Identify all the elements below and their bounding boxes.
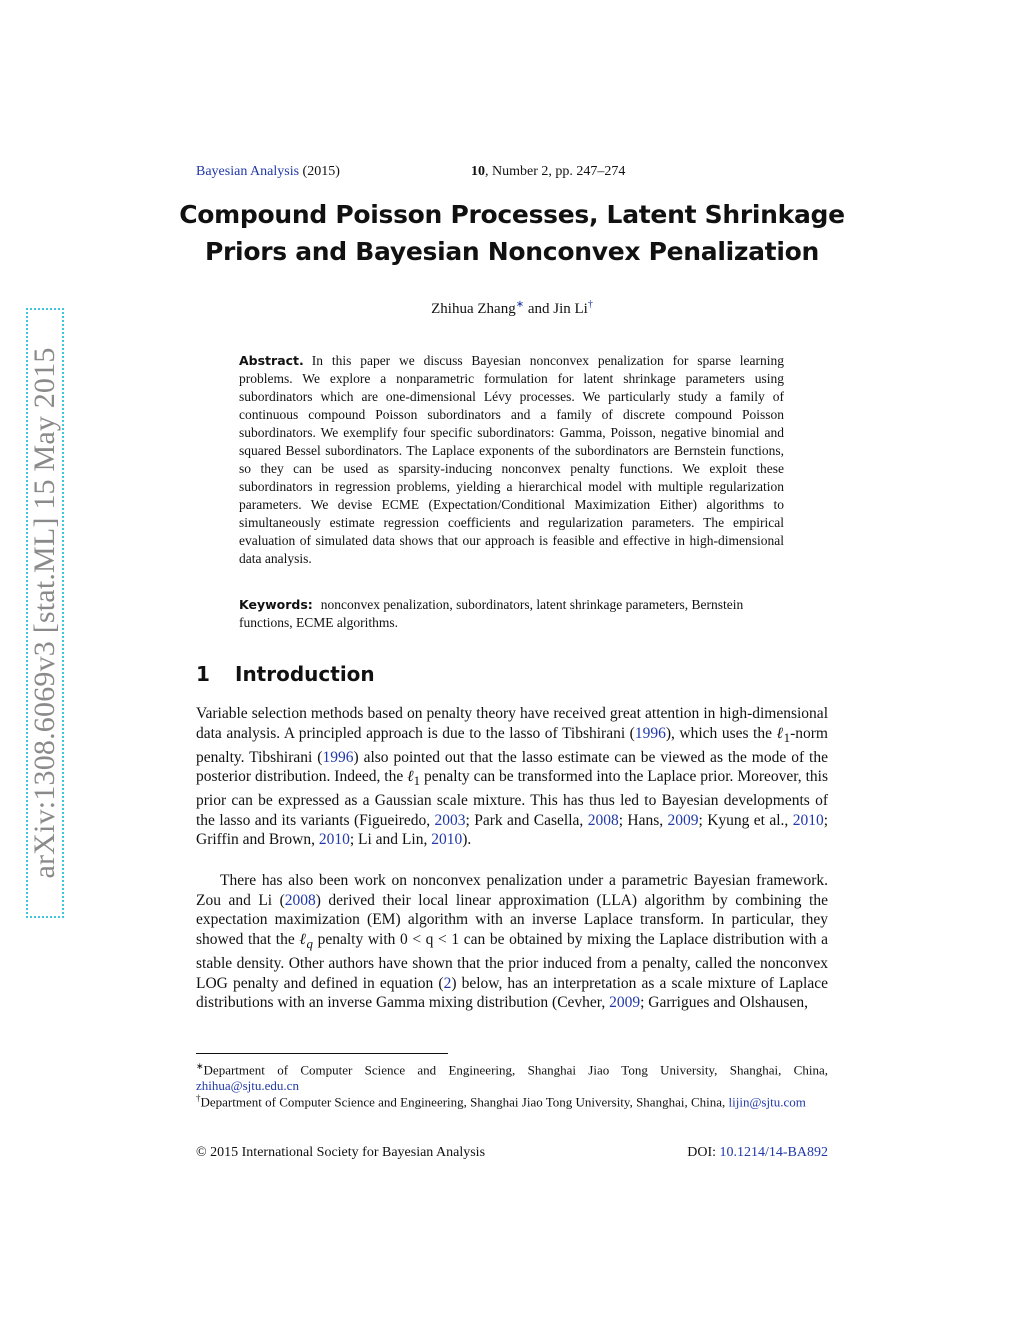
citation-link[interactable]: 2010 <box>431 831 463 849</box>
citation-link[interactable]: 2010 <box>792 811 824 829</box>
section-heading <box>196 662 375 686</box>
paper-title: Compound Poisson Processes, Latent Shrinkage Priors and Bayesian Nonconvex Penalization <box>179 200 845 266</box>
citation-link[interactable]: 2003 <box>434 811 466 829</box>
text-run: ) derived their local linear approximation (LLA) algorithm by combining the expectation maximization (EM) algorithm with an inverse Laplace transform. In particular, they showed that the <box>196 891 828 949</box>
author-line <box>196 299 828 318</box>
footnote <box>196 1090 828 1110</box>
text-run: ; Griffin and Brown, <box>196 811 828 849</box>
paragraph <box>196 871 828 1013</box>
footnote-mark-link[interactable]: ∗ <box>515 299 525 310</box>
volume-info <box>471 164 625 180</box>
text-run: ), which uses the <box>665 724 777 742</box>
math-subscript: 1 <box>413 773 421 789</box>
text-run: ) also pointed out that the lasso estimate can be viewed as the mode of the posterior distribution. Indeed, the <box>196 748 828 786</box>
abstract <box>239 352 784 568</box>
citation-link[interactable]: 2010 <box>318 831 350 849</box>
text-run: ; Hans, <box>618 811 668 829</box>
math-symbol: ℓ <box>776 724 784 742</box>
arxiv-stamp <box>26 308 64 918</box>
citation-link[interactable]: 2009 <box>667 811 699 829</box>
section-number: 1 <box>196 662 210 686</box>
keywords <box>239 596 784 632</box>
footnote <box>196 1058 828 1094</box>
text-run: ; Kyung et al., <box>698 811 793 829</box>
journal-header <box>196 164 828 186</box>
citation-link[interactable]: 1996 <box>634 724 666 742</box>
journal-name-link[interactable]: Bayesian Analysis <box>196 164 300 179</box>
journal-citation <box>196 164 340 180</box>
text-run: There has also been work on nonconvex penalization under a parametric Bayesian framework. Zou and Li ( <box>196 872 828 909</box>
citation-link[interactable]: 1996 <box>322 748 354 766</box>
math-subscript: 1 <box>783 729 791 745</box>
section-title: Introduction <box>235 662 375 686</box>
author-conjunction: and <box>524 301 554 317</box>
text-run: penalty with 0 < q < 1 can be obtained by mixing the Laplace distribution with a stable density. Other authors have shown that the prior induced from a penalty, called the nonconvex LOG penalty and defined in equation ( <box>196 931 828 992</box>
text-run: ; Li and Lin, <box>349 831 432 849</box>
footnote-text: Department of Computer Science and Engineering, Shanghai Jiao Tong University, Shanghai, China, <box>200 1094 729 1110</box>
text-run: ; Park and Casella, <box>465 811 588 829</box>
math-subscript: q <box>306 936 313 952</box>
footnote-mark: † <box>196 1093 201 1103</box>
author-name: Jin Li <box>553 301 588 317</box>
footnote-mark: ∗ <box>196 1061 204 1071</box>
text-run: ; Garrigues and Olshausen, <box>640 994 808 1012</box>
citation-link[interactable]: 2009 <box>609 994 641 1012</box>
copyright-notice: © 2015 International Society for Bayesian Analysis <box>196 1145 486 1160</box>
equation-link[interactable]: 2 <box>443 974 452 992</box>
journal-year: (2015) <box>302 164 340 179</box>
text-run: penalty can be transformed into the Laplace prior. Moreover, this prior can be expressed as a Gaussian scale mixture. This has thus led to Bayesian developments of the lasso and its variants (Figueiredo, <box>196 768 829 829</box>
arxiv-id: arXiv:1308.6069v3 [stat.ML] 15 May 2015 <box>28 347 61 879</box>
issue-pages: , Number 2, pp. 247–274 <box>485 164 626 179</box>
email-link[interactable]: lijin@sjtu.com <box>728 1094 806 1110</box>
doi-link[interactable]: 10.1214/14-BA892 <box>719 1145 828 1160</box>
text-run: -norm penalty. Tibshirani ( <box>196 724 828 766</box>
text-run: ) below, has an interpretation as a scale mixture of Laplace distributions with an inverse Gamma mixing distribution (Cevher, <box>196 974 828 1012</box>
footnote-mark-link[interactable]: † <box>587 299 593 310</box>
paragraph <box>196 704 828 850</box>
abstract-text: In this paper we discuss Bayesian nonconvex penalization for sparse learning problems. We explore a nonparametric formulation for latent shrinkage parameters using subordinators which are one-dimensional Lévy processes. We particularly study a family of continuous compound Poisson subordinators and a family of discrete compound Poisson subordinators. We exemplify four specific subordinators: Gamma, Poisson, negative binomial and squared Bessel subordinators. The Laplace exponents of the subordinators are Bernstein functions, so they can be used as sparsity-inducing nonconvex penalty functions. We exploit these subordinators in regression problems, yielding a hierarchical model with multiple regularization parameters. We devise ECME (Expectation/Conditional Maximization Either) algorithms to simultaneously estimate regression coefficients and regularization parameters. The empirical evaluation of simulated data shows that our approach is feasible and effective in high-dimensional data analysis. <box>239 353 784 566</box>
email-link[interactable]: zhihua@sjtu.edu.cn <box>196 1078 299 1094</box>
doi-label: DOI: <box>687 1145 720 1160</box>
footnote-text: Department of Computer Science and Engineering, Shanghai Jiao Tong University, Shanghai, China, <box>203 1062 828 1078</box>
abstract-label: Abstract. <box>239 353 304 368</box>
citation-link[interactable]: 2008 <box>587 811 619 829</box>
math-symbol: ℓ <box>407 768 414 786</box>
keywords-label: Keywords: <box>239 597 313 612</box>
text-run: ). <box>462 831 472 849</box>
doi <box>687 1145 828 1161</box>
citation-link[interactable]: 2008 <box>284 891 316 909</box>
author-name: Zhihua Zhang <box>431 301 516 317</box>
footnote-divider <box>196 1053 448 1054</box>
text-run: Variable selection methods based on penalty theory have received great attention in high-dimensional data analysis. A principled approach is due to the lasso of Tibshirani ( <box>196 705 828 742</box>
math-symbol: ℓ <box>299 931 307 949</box>
volume-number: 10 <box>471 164 485 179</box>
keywords-text: nonconvex penalization, subordinators, latent shrinkage parameters, Bernstein functions, ECME algorithms. <box>239 597 744 630</box>
